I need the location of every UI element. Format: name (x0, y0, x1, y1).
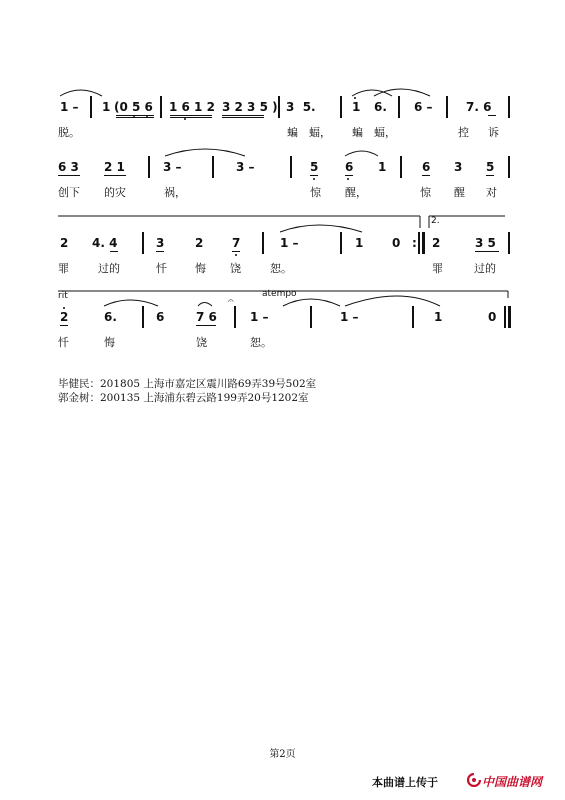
lyric: 对 (486, 186, 497, 199)
barline (212, 156, 214, 178)
notes-row-4 (0, 306, 565, 328)
barline (446, 96, 448, 118)
barline (422, 232, 425, 254)
barline (262, 232, 264, 254)
note: 2 (60, 310, 69, 324)
barline (142, 232, 144, 254)
note: 3 (156, 236, 165, 250)
fermata-icon: 𝄐 (228, 296, 234, 307)
lyric: 诉 (488, 126, 499, 139)
lyric: 悔 (104, 336, 115, 349)
lyric: 蝙 (287, 126, 298, 139)
lyric: 惊 (310, 186, 321, 199)
lyric: 悔 (195, 262, 206, 275)
note: 6. (104, 310, 117, 324)
lyric: 罪 (432, 262, 443, 275)
note: 6 – (414, 100, 433, 114)
note: 3 – (236, 160, 255, 174)
lyric: 的灾 (104, 186, 126, 199)
lyric: 罪 (58, 262, 69, 275)
upload-text: 本曲谱上传于 (372, 776, 438, 789)
lyric: 忏 (156, 262, 167, 275)
note: 6 (345, 160, 354, 174)
note: 1 (355, 236, 364, 250)
lyric: 控 (458, 126, 469, 139)
address-line-1: 毕健民：201805 上海市嘉定区震川路69弄39号502室 (58, 378, 317, 390)
barline (400, 156, 402, 178)
note: 1 (434, 310, 443, 324)
barline (508, 96, 510, 118)
barline (90, 96, 92, 118)
note: 1 – (60, 100, 79, 114)
barline (278, 96, 280, 118)
note: 7. 6 (466, 100, 492, 114)
note: 1 (102, 100, 111, 114)
barline (290, 156, 292, 178)
barline (508, 232, 510, 254)
note: 3 5. (286, 100, 316, 114)
lyric: 蝠， (309, 126, 331, 139)
barline (412, 306, 414, 328)
lyric: 创下 (58, 186, 80, 199)
lyric: 忏 (58, 336, 69, 349)
note: 7 6 (196, 310, 217, 324)
lyric: 恕。 (270, 262, 292, 275)
site-logo-icon (467, 773, 481, 787)
note: (0 5 6 (114, 100, 153, 114)
lyric: 过的 (98, 262, 120, 275)
lyric: 祸， (164, 186, 186, 199)
note: 6 (156, 310, 165, 324)
repeat-sign: : (412, 236, 417, 250)
lyric: 饶 (196, 336, 207, 349)
note: 6 3 (58, 160, 79, 174)
volta-label: 2. (431, 216, 440, 226)
note: 5 (310, 160, 319, 174)
barline (398, 96, 400, 118)
rit-mark: rit (58, 291, 68, 301)
barline (508, 306, 511, 328)
barline (504, 306, 506, 328)
note: 3 (454, 160, 463, 174)
lyric: 过的 (474, 262, 496, 275)
note: 4. 4 (92, 236, 118, 250)
lyric: 醒 (454, 186, 465, 199)
lyric: 脱。 (58, 126, 80, 139)
lyric: 醒， (345, 186, 367, 199)
note: 2 1 (104, 160, 125, 174)
barline (148, 156, 150, 178)
note: 0 (488, 310, 497, 324)
note: 1 6 1 2 (169, 100, 215, 114)
address-line-2: 郭金树：200135 上海浦东碧云路199弄20号1202室 (58, 392, 309, 404)
notes-row-2 (0, 156, 565, 178)
note: 2 (60, 236, 69, 250)
note: 2 (195, 236, 204, 250)
barline (234, 306, 236, 328)
barline (160, 96, 162, 118)
note: 6 (422, 160, 431, 174)
site-name-link[interactable]: 中国曲谱网 (482, 775, 543, 789)
note: 0 (392, 236, 401, 250)
note: 6. (374, 100, 387, 114)
barline (142, 306, 144, 328)
note: 1 (352, 100, 361, 114)
note: 1 – (250, 310, 269, 324)
barline (508, 156, 510, 178)
lyric: 蝠， (374, 126, 396, 139)
atempo-mark: atempo (262, 289, 297, 299)
page-number: 第2页 (269, 749, 296, 760)
note: 3 – (163, 160, 182, 174)
note: 7 (232, 236, 241, 250)
note: 3 5 (475, 236, 496, 250)
barline (418, 232, 420, 254)
note: 5 (486, 160, 495, 174)
lyric: 饶 (230, 262, 241, 275)
note: 1 – (280, 236, 299, 250)
barline (310, 306, 312, 328)
barline (340, 96, 342, 118)
lyric: 惊 (420, 186, 431, 199)
barline (340, 232, 342, 254)
note: 2 (432, 236, 441, 250)
note: 1 – (340, 310, 359, 324)
note: 1 (378, 160, 387, 174)
notes-row-1 (0, 96, 565, 118)
lyric: 恕。 (250, 336, 272, 349)
lyric: 蝙 (352, 126, 363, 139)
note: 3 2 3 5 ) (222, 100, 278, 114)
